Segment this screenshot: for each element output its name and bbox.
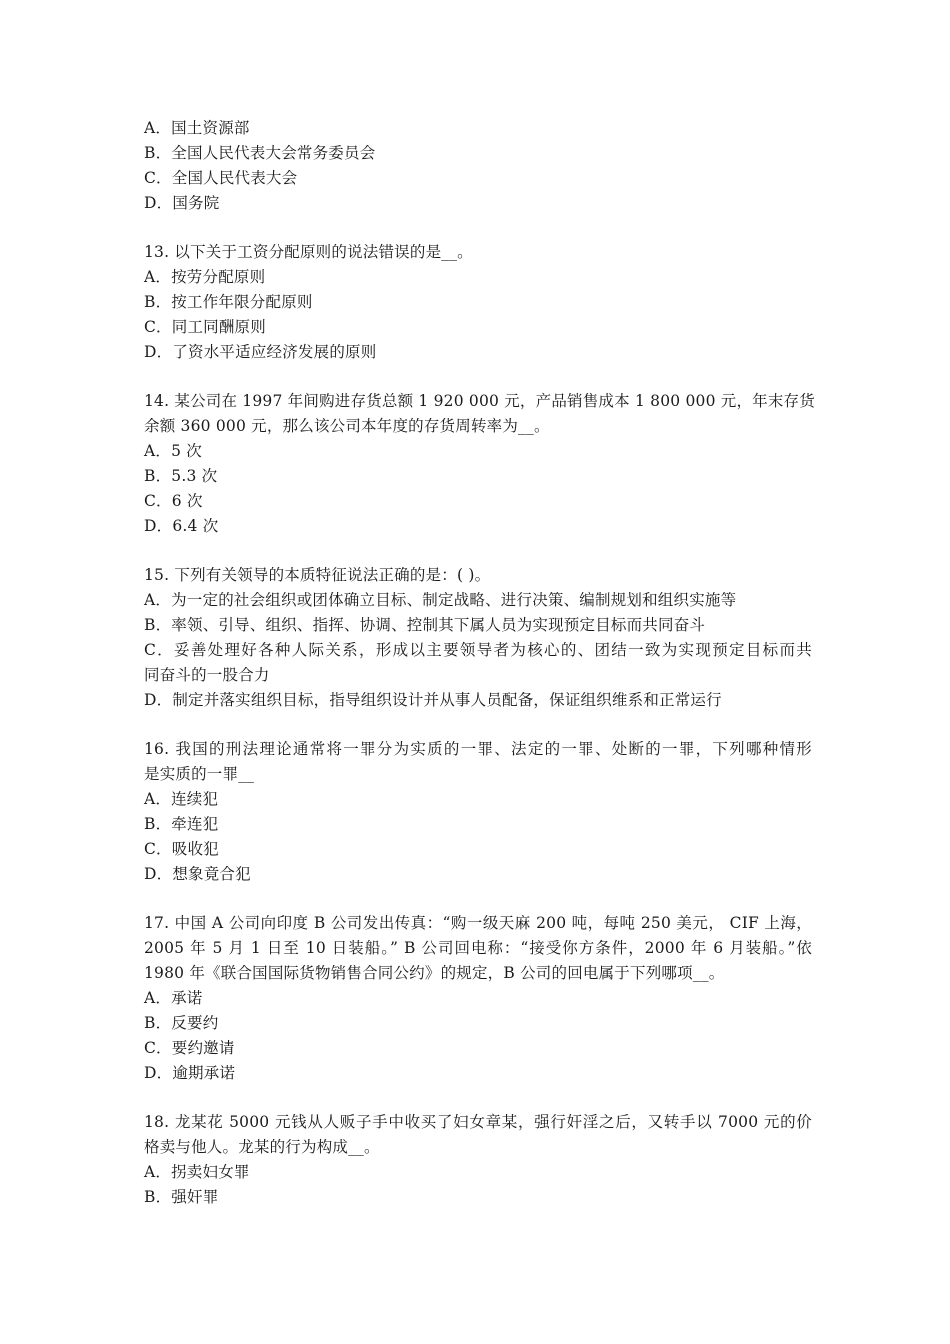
option-d: D．制定并落实组织目标，指导组织设计并从事人员配备，保证组织维系和正常运行 — [144, 691, 722, 709]
question-stem-cont: 1980 年《联合国国际货物销售合同公约》的规定，B 公司的回电属于下列哪项__。 — [144, 964, 725, 982]
question-16 — [144, 737, 812, 887]
option-a: A．承诺 — [144, 989, 203, 1007]
question-stem-cont: 是实质的一罪__ — [144, 765, 255, 783]
option-a: A．按劳分配原则 — [144, 268, 266, 286]
option-b: B．全国人民代表大会常务委员会 — [144, 144, 376, 162]
option-a: A．国土资源部 — [144, 119, 250, 137]
question-stem: 17. 中国 A 公司向印度 B 公司发出传真：“购一级天麻 200 吨，每吨 250 美元， CIF 上海， — [144, 914, 812, 932]
option-d: D．6.4 次 — [144, 517, 219, 535]
option-c: C．吸收犯 — [144, 840, 219, 858]
option-c: C．妥善处理好各种人际关系，形成以主要领导者为核心的、团结一致为实现预定目标而共 — [144, 641, 812, 659]
prev-question-options — [144, 116, 812, 216]
option-c: C．6 次 — [144, 492, 203, 510]
option-b: B．按工作年限分配原则 — [144, 293, 313, 311]
option-a: A．5 次 — [144, 442, 202, 460]
option-b: B．5.3 次 — [144, 467, 218, 485]
option-c-cont: 同奋斗的一股合力 — [144, 666, 270, 684]
option-d: D．国务院 — [144, 194, 220, 212]
question-15 — [144, 563, 812, 713]
option-b: B．强奸罪 — [144, 1188, 219, 1206]
option-d: D．想象竟合犯 — [144, 865, 251, 883]
question-stem: 13. 以下关于工资分配原则的说法错误的是__。 — [144, 243, 473, 261]
option-b: B．牵连犯 — [144, 815, 219, 833]
question-stem-cont: 余额 360 000 元，那么该公司本年度的存货周转率为__。 — [144, 417, 550, 435]
question-18 — [144, 1110, 812, 1210]
option-a: A．连续犯 — [144, 790, 219, 808]
option-c: C．同工同酬原则 — [144, 318, 266, 336]
question-stem: 16. 我国的刑法理论通常将一罪分为实质的一罪、法定的一罪、处断的一罪，下列哪种情形 — [144, 740, 812, 758]
question-stem: 14. 某公司在 1997 年间购进存货总额 1 920 000 元，产品销售成本 1 800 000 元，年末存货 — [144, 392, 815, 410]
question-13 — [144, 240, 812, 365]
option-d: D．逾期承诺 — [144, 1064, 236, 1082]
option-b: B．率领、引导、组织、指挥、协调、控制其下属人员为实现预定目标而共同奋斗 — [144, 616, 706, 634]
question-stem: 18. 龙某花 5000 元钱从人贩子手中收买了妇女章某，强行奸淫之后，又转手以 7000 元的价 — [144, 1113, 812, 1131]
option-d: D．了资水平适应经济发展的原则 — [144, 343, 377, 361]
question-17 — [144, 911, 812, 1086]
question-stem: 15. 下列有关领导的本质特征说法正确的是：( )。 — [144, 566, 491, 584]
question-stem-cont: 格卖与他人。龙某的行为构成__。 — [144, 1138, 380, 1156]
option-a: A．为一定的社会组织或团体确立目标、制定战略、进行决策、编制规划和组织实施等 — [144, 591, 737, 609]
question-14 — [144, 389, 815, 539]
option-c: C．要约邀请 — [144, 1039, 235, 1057]
option-c: C．全国人民代表大会 — [144, 169, 298, 187]
question-stem-cont: 2005 年 5 月 1 日至 10 日装船。” B 公司回电称：“接受你方条件，2000 年 6 月装船。”依 — [144, 939, 812, 957]
document-page — [144, 116, 815, 1210]
option-a: A．拐卖妇女罪 — [144, 1163, 250, 1181]
option-b: B．反要约 — [144, 1014, 219, 1032]
